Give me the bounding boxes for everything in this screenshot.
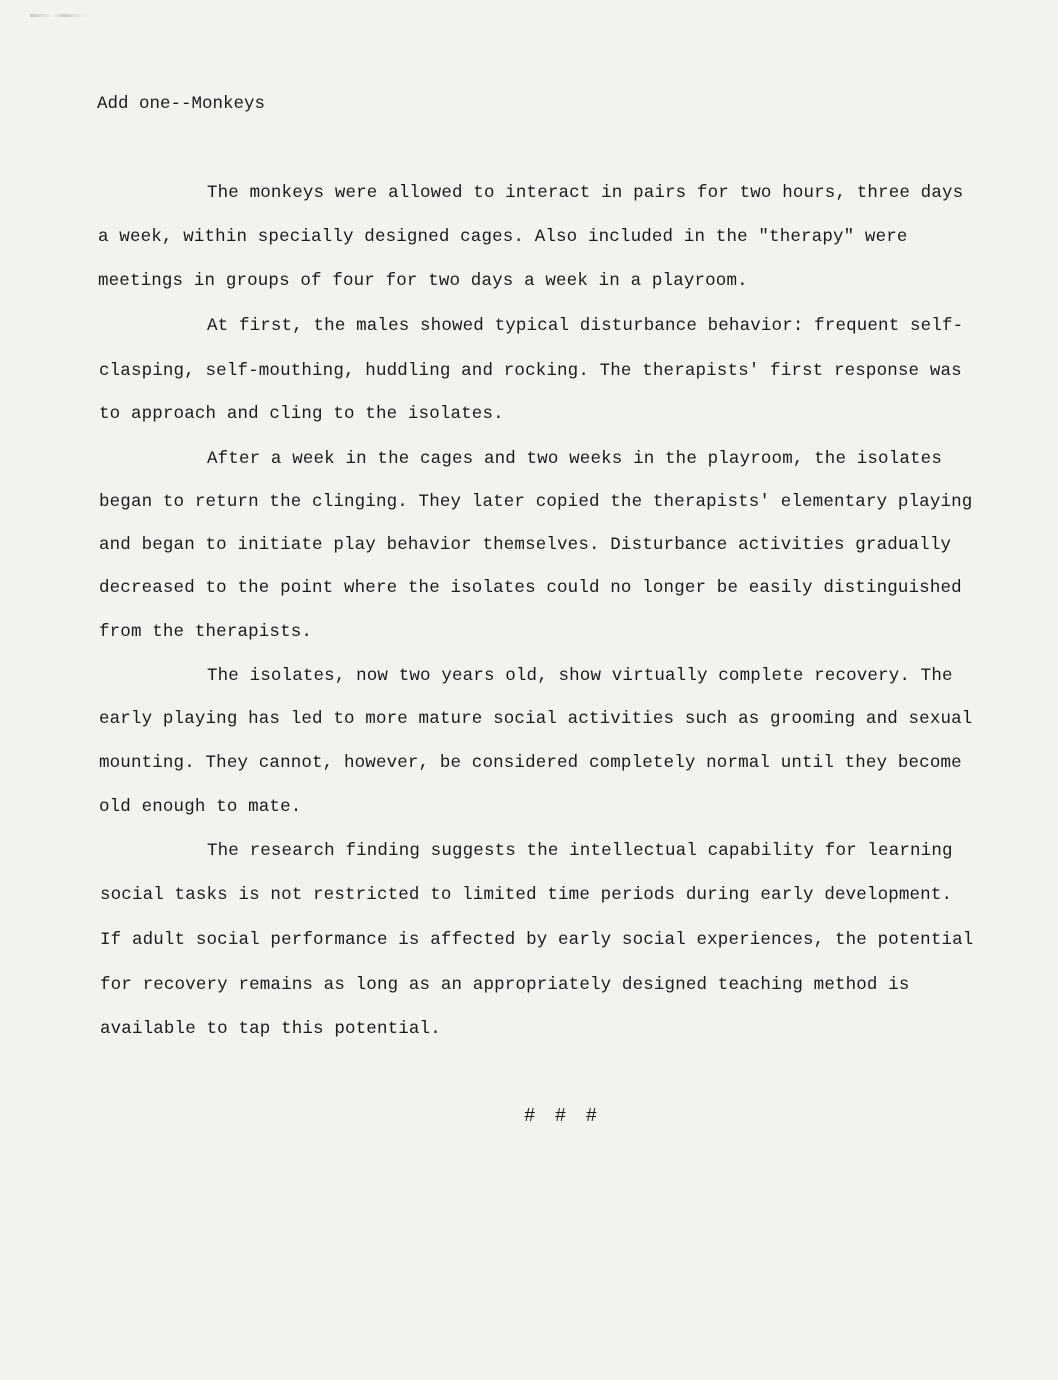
- text-line: The monkeys were allowed to interact in pairs for two hours, three days: [207, 183, 964, 203]
- text-line: began to return the clinging. They later copied the therapists' elementary playing: [99, 492, 973, 512]
- text-line: The research finding suggests the intellectual capability for learning: [207, 841, 953, 861]
- text-line: decreased to the point where the isolates could no longer be easily distinguished: [99, 578, 962, 598]
- text-line: and began to initiate play behavior themselves. Disturbance activities gradually: [99, 535, 952, 555]
- text-line: meetings in groups of four for two days a week in a playroom.: [98, 271, 748, 291]
- text-line: social tasks is not restricted to limited time periods during early development.: [100, 885, 953, 905]
- text-line: old enough to mate.: [99, 797, 302, 817]
- text-line: from the therapists.: [99, 622, 313, 642]
- text-line: After a week in the cages and two weeks in the playroom, the isolates: [207, 449, 942, 469]
- text-line: for recovery remains as long as an appropriately designed teaching method is: [100, 975, 910, 995]
- scan-smudge: [30, 14, 86, 17]
- text-line: a week, within specially designed cages. Also included in the "therapy" were: [98, 227, 908, 247]
- text-line: to approach and cling to the isolates.: [99, 404, 504, 424]
- text-line: clasping, self-mouthing, huddling and rocking. The therapists' first response was: [99, 361, 962, 381]
- text-line: At first, the males showed typical disturbance behavior: frequent self-: [207, 316, 964, 336]
- text-line: available to tap this potential.: [100, 1019, 441, 1039]
- text-line: early playing has led to more mature social activities such as grooming and sexual: [99, 709, 973, 729]
- text-line: mounting. They cannot, however, be considered completely normal until they become: [99, 753, 962, 773]
- document-header: Add one--Monkeys: [97, 94, 266, 114]
- text-line: The isolates, now two years old, show virtually complete recovery. The: [207, 666, 953, 686]
- text-line: If adult social performance is affected by early social experiences, the potential: [100, 930, 974, 950]
- end-mark: # # #: [524, 1105, 602, 1127]
